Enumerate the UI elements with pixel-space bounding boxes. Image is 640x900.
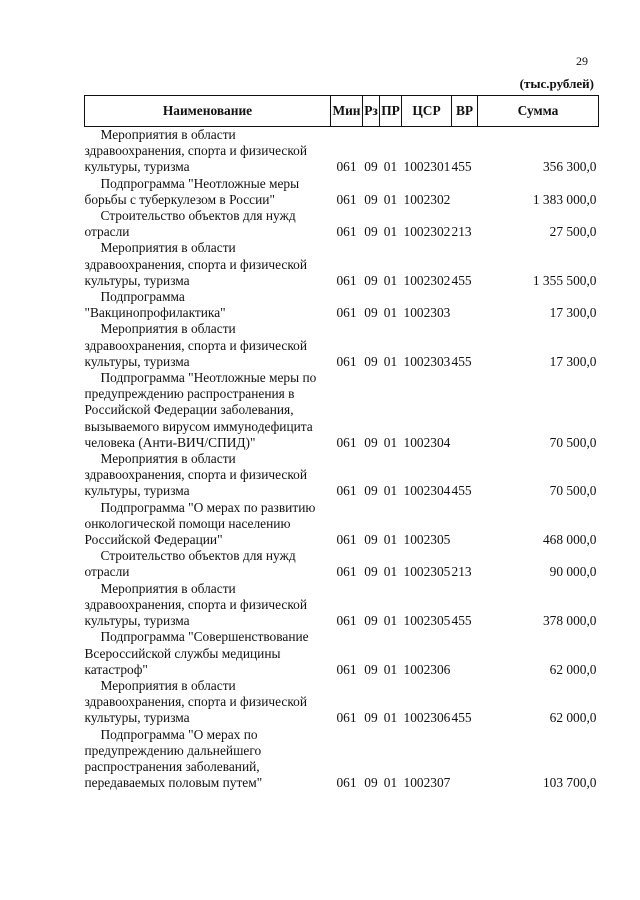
budget-table: [84, 95, 599, 791]
table-row: [85, 289, 599, 321]
cell-sum: 378 000,0: [542, 613, 597, 629]
cell-pr: 01: [383, 564, 398, 580]
cell-vr: [452, 289, 478, 321]
cell-pr: 01: [383, 305, 398, 321]
cell-pr: 01: [383, 661, 398, 677]
header-min: Мин: [331, 96, 363, 127]
cell-name: Подпрограмма "Неотложные меры по предупреждению распространения в Российской Федерации заболевания, вызываемого вирусом иммунодефицита человека (Анти-ВИЧ/СПИД)": [84, 370, 317, 450]
cell-rz: 09: [364, 532, 378, 548]
cell-vr: 455: [451, 613, 472, 629]
cell-sum: 70 500,0: [549, 483, 597, 499]
cell-min: 061: [336, 483, 357, 499]
cell-vr: 213: [451, 224, 472, 240]
cell-sum: 62 000,0: [549, 710, 597, 726]
cell-pr: 01: [383, 353, 398, 369]
cell-vr: 213: [451, 564, 472, 580]
cell-pr: 01: [383, 775, 398, 791]
table-row: [85, 629, 599, 678]
cell-min: 061: [336, 191, 357, 207]
table-row: [85, 548, 599, 580]
cell-min: 061: [336, 305, 357, 321]
cell-sum: 468 000,0: [542, 532, 597, 548]
table-row: [85, 321, 599, 370]
cell-pr: 01: [383, 710, 398, 726]
cell-sum: 17 300,0: [549, 353, 597, 369]
cell-name: Подпрограмма "О мерах по развитию онкологической помощи населению Российской Федерации": [84, 499, 316, 548]
cell-min: 061: [336, 661, 357, 677]
table-row: [85, 240, 599, 289]
cell-min: 061: [336, 532, 357, 548]
table-row: [85, 678, 599, 727]
cell-csr: 1002305: [403, 564, 451, 580]
cell-csr: 1002306: [403, 710, 451, 726]
cell-csr: 1002302: [403, 224, 451, 240]
table-row: [85, 208, 599, 240]
cell-sum: 27 500,0: [549, 224, 597, 240]
cell-csr: 1002306: [403, 661, 451, 677]
table-row: [85, 727, 599, 792]
cell-csr: 1002303: [403, 353, 451, 369]
table-body: [85, 127, 599, 792]
cell-csr: 1002305: [403, 532, 451, 548]
cell-sum: 90 000,0: [549, 564, 597, 580]
table-row: [85, 500, 599, 549]
cell-rz: 09: [364, 661, 378, 677]
table-row: [85, 176, 599, 208]
cell-sum: 103 700,0: [542, 775, 597, 791]
header-vr: ВР: [452, 96, 478, 127]
cell-pr: 01: [383, 191, 398, 207]
cell-name: Мероприятия в области здравоохранения, спорта и физической культуры, туризма: [84, 321, 308, 369]
table-row: [85, 370, 599, 451]
cell-name: Мероприятия в области здравоохранения, спорта и физической культуры, туризма: [84, 240, 308, 288]
cell-name: Мероприятия в области здравоохранения, спорта и физической культуры, туризма: [84, 451, 308, 499]
cell-rz: 09: [364, 613, 378, 629]
cell-vr: [452, 370, 478, 451]
cell-name: Мероприятия в области здравоохранения, спорта и физической культуры, туризма: [84, 127, 308, 175]
cell-rz: 09: [364, 710, 378, 726]
cell-rz: 09: [364, 159, 378, 175]
cell-vr: 455: [451, 710, 472, 726]
cell-min: 061: [336, 564, 357, 580]
header-name: Наименование: [85, 96, 331, 127]
page-number: 29: [576, 54, 588, 68]
cell-vr: [452, 500, 478, 549]
cell-vr: 455: [451, 272, 472, 288]
cell-name: Подпрограмма "Совершенствование Всероссийской службы медицины катастроф": [84, 629, 309, 677]
cell-vr: 455: [451, 353, 472, 369]
cell-csr: 1002304: [403, 483, 451, 499]
cell-min: 061: [336, 775, 357, 791]
cell-min: 061: [336, 613, 357, 629]
cell-pr: 01: [383, 159, 398, 175]
cell-pr: 01: [383, 532, 398, 548]
cell-name: Строительство объектов для нужд отрасли: [84, 548, 296, 580]
cell-vr: [452, 629, 478, 678]
cell-vr: 455: [451, 483, 472, 499]
cell-sum: 17 300,0: [549, 305, 597, 321]
cell-min: 061: [336, 272, 357, 288]
cell-pr: 01: [383, 483, 398, 499]
cell-rz: 09: [364, 775, 378, 791]
header-sum: Сумма: [478, 96, 599, 127]
cell-pr: 01: [383, 613, 398, 629]
cell-min: 061: [336, 434, 357, 450]
cell-name: Мероприятия в области здравоохранения, спорта и физической культуры, туризма: [84, 580, 308, 629]
cell-rz: 09: [364, 191, 378, 207]
cell-sum: 356 300,0: [542, 159, 597, 175]
cell-sum: 70 500,0: [549, 434, 597, 450]
table-header-row: [85, 96, 599, 127]
cell-csr: 1002304: [403, 434, 451, 450]
cell-name: Строительство объектов для нужд отрасли: [84, 208, 296, 240]
cell-rz: 09: [364, 353, 378, 369]
cell-min: 061: [336, 710, 357, 726]
cell-vr: 455: [451, 159, 472, 175]
cell-name: Мероприятия в области здравоохранения, спорта и физической культуры, туризма: [84, 677, 308, 726]
cell-sum: 1 383 000,0: [532, 191, 597, 207]
cell-name: Подпрограмма "Вакцинопрофилактика": [84, 289, 226, 321]
cell-name: Подпрограмма "Неотложные меры борьбы с туберкулезом в России": [84, 175, 300, 207]
cell-sum: 62 000,0: [549, 661, 597, 677]
cell-min: 061: [336, 159, 357, 175]
cell-pr: 01: [383, 434, 398, 450]
cell-min: 061: [336, 224, 357, 240]
cell-min: 061: [336, 353, 357, 369]
header-rz: Рз: [363, 96, 380, 127]
table-row: [85, 127, 599, 176]
cell-pr: 01: [383, 224, 398, 240]
cell-vr: [452, 727, 478, 792]
cell-rz: 09: [364, 483, 378, 499]
cell-csr: 1002301: [403, 159, 451, 175]
cell-csr: 1002305: [403, 613, 451, 629]
header-csr: ЦСР: [402, 96, 452, 127]
cell-pr: 01: [383, 272, 398, 288]
cell-name: Подпрограмма "О мерах по предупреждению дальнейшего распространения заболеваний, передаваемых половым путем": [84, 726, 263, 791]
header-pr: ПР: [380, 96, 402, 127]
table-row: [85, 451, 599, 500]
cell-csr: 1002307: [403, 775, 451, 791]
cell-csr: 1002303: [403, 305, 451, 321]
cell-vr: [452, 176, 478, 208]
cell-rz: 09: [364, 564, 378, 580]
units-label: (тыс.рублей): [519, 76, 594, 91]
cell-rz: 09: [364, 272, 378, 288]
cell-csr: 1002302: [403, 191, 451, 207]
cell-csr: 1002302: [403, 272, 451, 288]
cell-sum: 1 355 500,0: [532, 272, 597, 288]
cell-rz: 09: [364, 224, 378, 240]
cell-rz: 09: [364, 434, 378, 450]
cell-rz: 09: [364, 305, 378, 321]
table-row: [85, 581, 599, 630]
